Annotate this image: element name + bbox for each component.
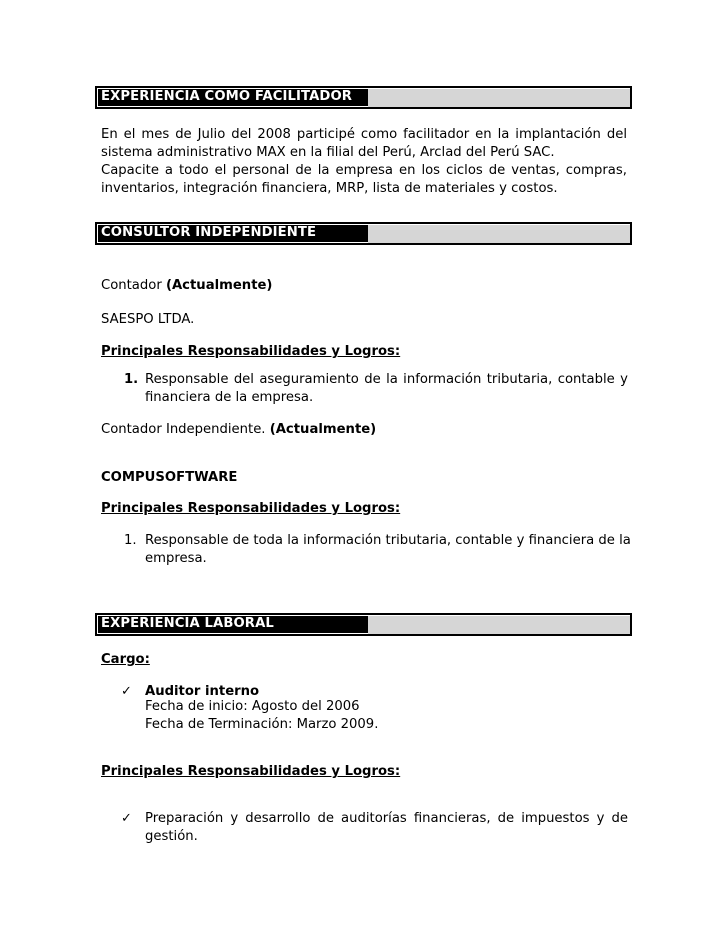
list-number: 1. xyxy=(124,533,137,548)
role-title: Contador xyxy=(101,278,162,293)
word: Preparación xyxy=(145,811,224,826)
word: desarrollo xyxy=(245,811,311,826)
word: tributaria, xyxy=(486,372,553,387)
responsibility-item xyxy=(145,810,628,846)
section-header-consultor xyxy=(95,222,632,245)
word: de xyxy=(364,372,381,387)
responsibility-item xyxy=(145,371,628,407)
word: el xyxy=(123,127,136,142)
word: y xyxy=(596,811,605,826)
word: del xyxy=(606,127,627,142)
word: de xyxy=(488,163,506,178)
word: y xyxy=(620,372,628,387)
responsibility-item-line: Responsable de toda la información tributaria, contable y financiera de la xyxy=(145,533,631,548)
paragraph-line: gestión. xyxy=(145,829,198,844)
word: los xyxy=(421,163,441,178)
word: del xyxy=(231,127,252,142)
responsibilities-heading: Principales Responsabilidades y Logros: xyxy=(101,501,401,516)
word: auditorías xyxy=(341,811,407,826)
responsibility-item-line: empresa. xyxy=(145,551,207,566)
role-line-2 xyxy=(101,421,376,439)
word: compras, xyxy=(565,163,627,178)
word: en xyxy=(475,127,492,142)
word: personal xyxy=(232,163,290,178)
word: 2008 xyxy=(257,127,291,142)
word: contable xyxy=(557,372,615,387)
role-line-1 xyxy=(101,277,272,295)
responsibilities-heading: Principales Responsabilidades y Logros: xyxy=(101,764,401,779)
facilitador-paragraph-2 xyxy=(101,162,627,198)
word: como xyxy=(360,127,398,142)
word: implantación xyxy=(515,127,601,142)
word: el xyxy=(214,163,227,178)
justified-line xyxy=(101,126,627,144)
end-date: Fecha de Terminación: Marzo 2009. xyxy=(145,717,379,732)
word: impuestos xyxy=(521,811,590,826)
word: la xyxy=(386,372,398,387)
paragraph-line: financiera de la empresa. xyxy=(145,390,314,405)
section-title: CONSULTOR INDEPENDIENTE xyxy=(101,225,317,240)
role-status: (Actualmente) xyxy=(269,422,377,437)
word: ciclos xyxy=(446,163,483,178)
company-name: COMPUSOFTWARE xyxy=(101,470,238,485)
start-date: Fecha de inicio: Agosto del 2006 xyxy=(145,699,360,714)
word: de xyxy=(611,811,628,826)
word: del xyxy=(233,372,254,387)
word: de xyxy=(317,811,334,826)
paragraph-line: inventarios, integración financiera, MRP, lista de materiales y costos. xyxy=(101,181,558,196)
section-title: EXPERIENCIA COMO FACILITADOR xyxy=(101,89,353,104)
checkmark-icon: ✓ xyxy=(121,811,132,826)
word: empresa xyxy=(335,163,394,178)
word: Capacite xyxy=(101,163,159,178)
list-number: 1. xyxy=(124,372,139,387)
word: En xyxy=(101,127,118,142)
word: mes xyxy=(141,127,170,142)
word: aseguramiento xyxy=(259,372,359,387)
section-header-facilitador xyxy=(95,86,632,109)
checkmark-icon: ✓ xyxy=(121,684,132,699)
justified-line xyxy=(145,810,628,828)
responsibilities-heading: Principales Responsabilidades y Logros: xyxy=(101,344,401,359)
word: información xyxy=(403,372,482,387)
word: de xyxy=(497,811,515,826)
word: ventas, xyxy=(511,163,560,178)
word: todo xyxy=(178,163,209,178)
word: la xyxy=(497,127,510,142)
cargo-label: Cargo: xyxy=(101,652,150,667)
justified-line xyxy=(101,162,627,180)
word: financieras, xyxy=(413,811,491,826)
word: de xyxy=(295,163,312,178)
word: participé xyxy=(296,127,355,142)
word: a xyxy=(164,163,174,178)
section-title: EXPERIENCIA LABORAL xyxy=(101,616,274,631)
word: de xyxy=(175,127,192,142)
word: y xyxy=(230,811,239,826)
word: en xyxy=(398,163,416,178)
paragraph-line: sistema administrativo MAX en la filial del Perú, Arclad del Perú SAC. xyxy=(101,145,555,160)
role-status: (Actualmente) xyxy=(165,278,273,293)
justified-line xyxy=(145,371,628,389)
word: Responsable xyxy=(145,372,229,387)
word: facilitador xyxy=(403,127,470,142)
role-title: Contador Independiente. xyxy=(101,422,266,437)
facilitador-paragraph-1 xyxy=(101,126,627,162)
section-header-laboral xyxy=(95,613,632,636)
word: Julio xyxy=(197,127,226,142)
company-name: SAESPO LTDA. xyxy=(101,312,195,327)
word: la xyxy=(317,163,330,178)
job-title: Auditor interno xyxy=(145,684,260,699)
